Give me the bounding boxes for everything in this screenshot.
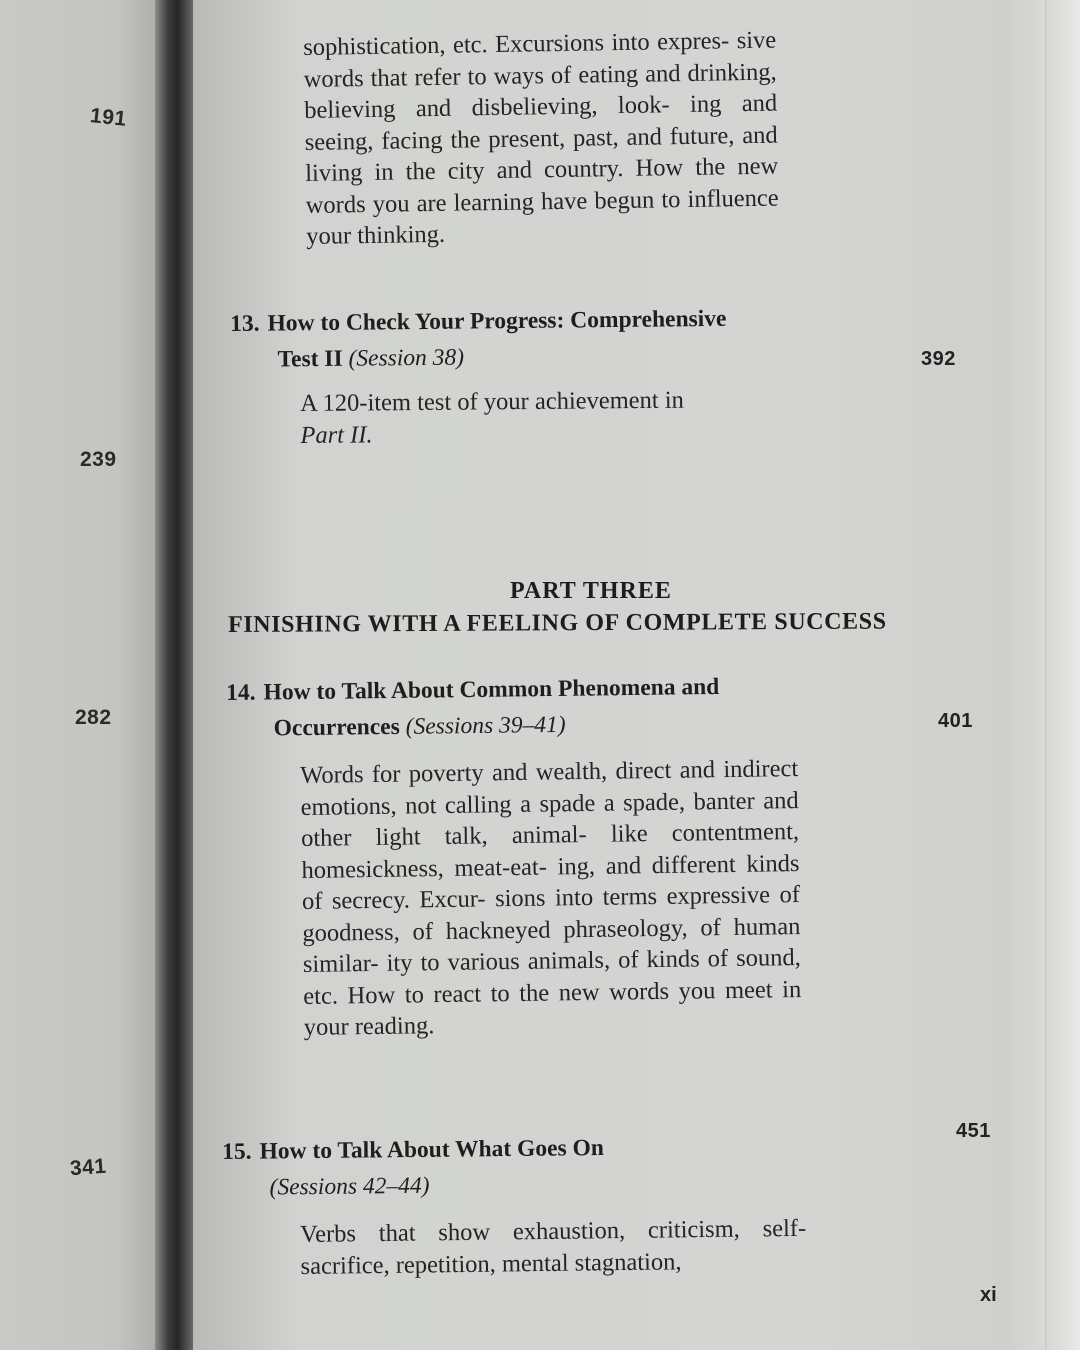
toc-entry-13-title xyxy=(230,300,831,378)
entry-12-description: sophistication, etc. Excursions into expres- sive words that refer to ways of eating and drinking, believing and disbelieving, look- ing and seeing, facing the present, past, and future, and living in the city and country. How the new words you are learning have begun to influence your thinking. xyxy=(303,26,779,250)
part-subheading: FINISHING WITH A FEELING OF COMPLETE SUCCESS xyxy=(228,608,887,638)
left-page-number: 282 xyxy=(75,706,112,729)
toc-entry-15-title xyxy=(222,1128,823,1206)
entry-title-line1: How to Talk About What Goes On xyxy=(259,1135,605,1165)
entry-number: 15. xyxy=(222,1138,252,1165)
entry-number: 13. xyxy=(230,310,260,337)
entry-13-description xyxy=(300,384,773,451)
entry-title-line1: How to Check Your Progress: Comprehensive xyxy=(267,305,727,337)
left-page xyxy=(0,0,165,1350)
page-edge xyxy=(1045,0,1080,1350)
entry-13-page-number: 392 xyxy=(921,348,956,370)
left-page-number: 239 xyxy=(80,448,117,471)
entry-15-page-number: 451 xyxy=(956,1120,991,1142)
entry-sessions: (Sessions 39–41) xyxy=(405,711,566,740)
left-page-number: 191 xyxy=(88,104,128,131)
entry-title-line2: Occurrences xyxy=(273,713,400,742)
entry-15-description: Verbs that show exhaustion, criticism, self- sacrifice, repetition, mental stagnation, xyxy=(300,1214,807,1280)
book-gutter xyxy=(155,0,193,1350)
entry-number: 14. xyxy=(226,679,256,706)
toc-entry-14-title xyxy=(226,667,847,747)
entry-13-description-line2: Part II. xyxy=(300,420,373,449)
entry-13-description-line1: A 120-item test of your achievement in xyxy=(300,386,684,417)
entry-title-line2: Test II xyxy=(277,345,343,373)
entry-sessions: (Sessions 42–44) xyxy=(269,1172,430,1201)
part-heading: PART THREE xyxy=(510,578,672,604)
folio-page-number: xi xyxy=(980,1284,997,1306)
left-page-number: 341 xyxy=(69,1154,108,1181)
entry-title-line1: How to Talk About Common Phenomena and xyxy=(263,673,720,706)
entry-sessions: (Session 38) xyxy=(348,344,465,372)
entry-14-description: Words for poverty and wealth, direct and indirect emotions, not calling a spade a spade, banter and other light talk, animal- like contentment, homesickness, meat-eat- ing, and different kinds of secrecy. Excur- sions into terms expressive of goodness, of hackneyed phraseology, of human similar- ity to various animals, of kinds of sound, etc. How to react to the new words you meet in your reading. xyxy=(300,755,802,1041)
entry-14-page-number: 401 xyxy=(938,710,973,732)
